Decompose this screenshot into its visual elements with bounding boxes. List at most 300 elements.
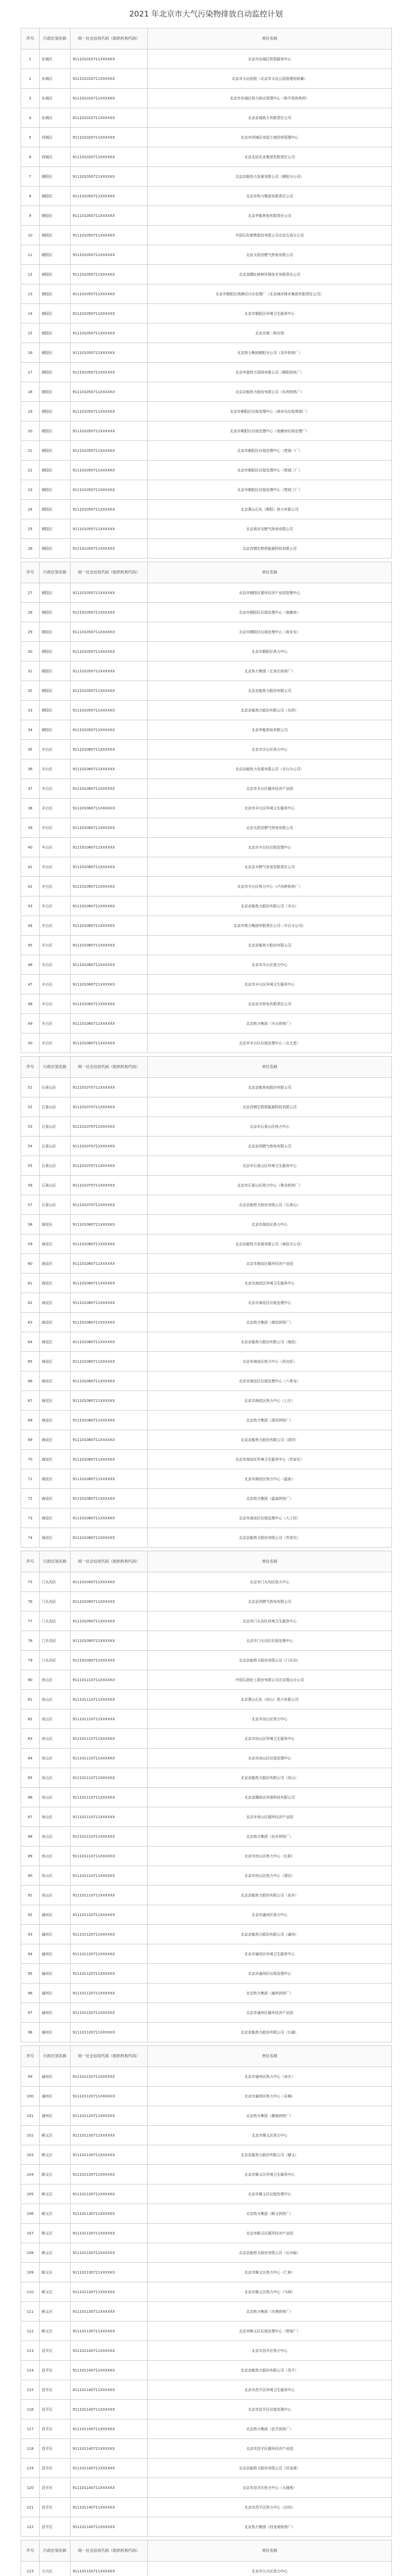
row-number: 46 [21,955,40,975]
table-row [21,2145,392,2165]
row-credit-code: 911101070711XXXXXX [71,1156,148,1176]
row-number: 9 [21,206,40,226]
table-row [21,284,392,304]
row-number: 37 [21,779,40,799]
row-unit-name: 北京市朝阳区垃圾处理中心（南磨房垃圾处理厂） [148,421,392,441]
table-header-row [21,2540,392,2562]
row-unit-name: 北京市石景山区热力中心 [148,1117,392,1137]
row-unit-name: 北京市通州区热力中心（永顺） [148,2087,392,2106]
row-number: 10 [21,226,40,245]
row-district: 丰台区 [40,779,71,799]
table-row [21,955,392,975]
row-credit-code: 911101130711XXXXXX [71,2204,148,2224]
row-unit-name: 北京市丰台区环境卫生服务中心 [148,975,392,994]
row-credit-code: 911101120711XXXXXX [71,2003,148,2023]
row-unit-name: 北京京能热力股份有限公司（良乡） [148,1886,392,1905]
row-credit-code: 911101140711XXXXXX [71,2517,148,2537]
row-district: 东城区 [40,49,71,69]
row-district: 通州区 [40,1984,71,2003]
row-unit-name: 北京市朝阳区垃圾处理中心（焚烧三厂） [148,480,392,500]
row-unit-name: 北京市丰台区热力中心（卢沟桥供热厂） [148,877,392,896]
table-row [21,759,392,779]
row-unit-name: 北京市石景山区热力中心（鲁谷供热厂） [148,1176,392,1195]
table-row [21,206,392,226]
table-row [21,1215,392,1234]
row-credit-code: 911101050711XXXXXX [71,187,148,206]
row-credit-code: 911101120711XXXXXX [71,2067,148,2087]
row-credit-code: 911101050711XXXXXX [71,382,148,402]
row-number: 75 [21,1572,40,1592]
row-credit-code: 911101130711XXXXXX [71,2302,148,2321]
row-unit-name: 北京高安屯燃气热电有限公司 [148,519,392,539]
row-unit-name: 北京市天坛医院（北京市天坛公园管理处附属） [148,69,392,89]
row-unit-name: 北京市朝阳区垃圾处理中心（焚烧一厂） [148,441,392,461]
row-credit-code: 911101080711XXXXXX [71,1509,148,1528]
row-unit-name: 北京热力集团（清河供热厂） [148,1411,392,1430]
row-unit-name: 北京市海淀区垃圾处理中心（六里屯） [148,1371,392,1391]
row-credit-code: 911101060711XXXXXX [71,896,148,916]
header-district: 行政区划名称 [40,1551,71,1572]
row-number: 110 [21,2282,40,2302]
row-number: 111 [21,2302,40,2321]
row-district: 顺义区 [40,2184,71,2204]
row-unit-name: 北京市海淀区热力中心（上庄） [148,1391,392,1411]
row-district: 朝阳区 [40,167,71,187]
row-unit-name: 北京市大兴区热力中心 [148,2562,392,2576]
table-row [21,1156,392,1176]
row-number: 64 [21,1332,40,1352]
row-number: 21 [21,441,40,461]
row-unit-name: 北京市通州区环境卫生服务中心 [148,1944,392,1964]
row-unit-name: 北京市海淀区热力中心（西北旺） [148,1352,392,1371]
row-credit-code: 911101130711XXXXXX [71,2165,148,2184]
row-district: 朝阳区 [40,441,71,461]
row-credit-code: 911101130711XXXXXX [71,2224,148,2243]
row-number: 81 [21,1690,40,1709]
row-number: 32 [21,681,40,701]
row-unit-name: 北京热力集团（温泉供热厂） [148,1489,392,1509]
table-row [21,1827,392,1846]
row-district: 朝阳区 [40,642,71,662]
row-number: 79 [21,1651,40,1670]
row-number: 62 [21,1293,40,1313]
row-number: 108 [21,2243,40,2263]
row-unit-name: 北京市海淀区垃圾处理中心（大工村） [148,1509,392,1528]
table-row [21,343,392,363]
table-row [21,1117,392,1137]
table-row [21,2106,392,2126]
row-credit-code: 911101020711XXXXXX [71,147,148,167]
header-district: 行政区划名称 [40,562,71,583]
row-number: 92 [21,1905,40,1925]
row-unit-name: 北京金隅红树林环保技术有限责任公司 [148,265,392,284]
row-district: 顺义区 [40,2126,71,2145]
table-row [21,1450,392,1469]
table-row [21,2321,392,2341]
table-row [21,662,392,681]
table-row [21,936,392,955]
row-district: 丰台区 [40,857,71,877]
row-number: 71 [21,1469,40,1489]
row-district: 朝阳区 [40,402,71,421]
table-row [21,128,392,147]
table-row [21,226,392,245]
row-unit-name: 北京市丰台区热力中心 [148,740,392,759]
row-credit-code: 911101110711XXXXXX [71,1768,148,1788]
row-unit-name: 北京市丰台区环境卫生服务中心 [148,799,392,818]
row-district: 门头沟区 [40,1631,71,1651]
row-district: 朝阳区 [40,519,71,539]
row-district: 丰台区 [40,1014,71,1033]
row-credit-code: 911101050711XXXXXX [71,662,148,681]
row-credit-code: 911101090711XXXXXX [71,1612,148,1631]
row-number: 109 [21,2263,40,2282]
row-number: 114 [21,2361,40,2380]
table-row [21,1886,392,1905]
row-district: 房山区 [40,1709,71,1729]
header-name: 单位名称 [148,2540,392,2562]
row-unit-name: 北京市海淀区热力中心 [148,1215,392,1234]
row-number: 43 [21,896,40,916]
row-number: 13 [21,284,40,304]
row-number: 20 [21,421,40,441]
row-district: 朝阳区 [40,480,71,500]
table-row [21,2400,392,2419]
row-number: 94 [21,1944,40,1964]
row-credit-code: 911101140711XXXXXX [71,2459,148,2478]
row-unit-name: 北京京能热力股份有限公司（门头沟） [148,1651,392,1670]
row-number: 119 [21,2459,40,2478]
row-unit-name: 北京市房山区热力中心（窦店） [148,1866,392,1886]
row-number: 123 [21,2562,40,2576]
row-unit-name: 北京市顺义区垃圾处理中心（焚烧厂） [148,2321,392,2341]
row-district: 顺义区 [40,2204,71,2224]
row-number: 77 [21,1612,40,1631]
row-unit-name: 北京市通州区热力中心（宋庄） [148,2067,392,2087]
table-row [21,1332,392,1352]
row-unit-name: 北京市门头沟区热力中心 [148,1572,392,1592]
row-district: 房山区 [40,1788,71,1807]
table-row [21,2224,392,2243]
row-credit-code: 911101120711XXXXXX [71,1905,148,1925]
row-credit-code: 911101120711XXXXXX [71,2106,148,2126]
header-no: 序号 [21,562,40,583]
row-number: 19 [21,402,40,421]
row-credit-code: 911101050711XXXXXX [71,343,148,363]
header-no: 序号 [21,2046,40,2067]
row-unit-name: 北京热力集团（丰台供热厂） [148,1014,392,1033]
row-district: 顺义区 [40,2263,71,2282]
row-credit-code: 911101020711XXXXXX [71,128,148,147]
row-unit-name: 北京市门头沟区环境卫生服务中心 [148,1612,392,1631]
row-number: 84 [21,1749,40,1768]
row-district: 房山区 [40,1749,71,1768]
row-unit-name: 北京市房山区热力中心 [148,1709,392,1729]
header-district: 行政区划名称 [40,2540,71,2562]
row-district: 昌平区 [40,2459,71,2478]
row-credit-code: 911101140711XXXXXX [71,2400,148,2419]
header-name: 单位名称 [148,28,392,49]
row-unit-name: 北京市热力集团有限责任公司 [148,187,392,206]
row-unit-name: 北京市房山区垃圾处理中心 [148,1749,392,1768]
table-row [21,187,392,206]
table-row [21,519,392,539]
row-district: 门头沟区 [40,1612,71,1631]
table-row [21,1846,392,1866]
row-credit-code: 911101050711XXXXXX [71,245,148,265]
row-credit-code: 911101080711XXXXXX [71,1411,148,1430]
row-unit-name: 北京京丰燃气发电有限责任公司 [148,857,392,877]
row-credit-code: 911101070711XXXXXX [71,1117,148,1137]
row-number: 44 [21,916,40,936]
row-unit-name: 北京市海淀区垃圾处理中心 [148,1293,392,1313]
row-credit-code: 911101060711XXXXXX [71,994,148,1014]
row-district: 丰台区 [40,1033,71,1053]
row-number: 55 [21,1156,40,1176]
table-row [21,1352,392,1371]
row-unit-name: 北京市热力集团有限责任公司（丰台分公司） [148,916,392,936]
row-unit-name: 北京热力集团（回龙观供热厂） [148,2517,392,2537]
row-unit-name: 北京市朝阳区垃圾处理中心（南磨房） [148,603,392,622]
row-number: 31 [21,662,40,681]
row-district: 石景山区 [40,1078,71,1097]
row-number: 68 [21,1411,40,1430]
table-row [21,2243,392,2263]
table-row [21,1033,392,1053]
row-unit-name: 北京市通州区垃圾处理中心 [148,1964,392,1984]
row-district: 房山区 [40,1827,71,1846]
table-row [21,1984,392,2003]
row-credit-code: 911101010711XXXXXX [71,89,148,108]
row-number: 59 [21,1234,40,1254]
row-district: 顺义区 [40,2224,71,2243]
table-row [21,1944,392,1964]
monitoring-table [21,28,392,558]
row-unit-name: 中国石油化工股份有限公司北京燕山分公司 [148,1670,392,1690]
row-credit-code: 911101050711XXXXXX [71,701,148,720]
row-credit-code: 911101080711XXXXXX [71,1391,148,1411]
row-credit-code: 911101010711XXXXXX [71,49,148,69]
row-number: 107 [21,2224,40,2243]
monitoring-table [21,562,392,1053]
row-unit-name: 北京京能热力股份有限公司（通州） [148,1925,392,1944]
row-number: 50 [21,1033,40,1053]
row-credit-code: 911101110711XXXXXX [71,1670,148,1690]
row-district: 石景山区 [40,1137,71,1156]
row-unit-name: 北京太阳宫燃气热电有限公司 [148,245,392,265]
row-credit-code: 911101110711XXXXXX [71,1827,148,1846]
row-unit-name: 北京市昌平区循环经济产业园 [148,2439,392,2459]
row-credit-code: 911101080711XXXXXX [71,1469,148,1489]
row-district: 朝阳区 [40,720,71,740]
table-row [21,2023,392,2042]
table-row [21,1195,392,1215]
row-number: 6 [21,147,40,167]
row-number: 2 [21,69,40,89]
row-number: 58 [21,1215,40,1234]
table-header-row [21,28,392,49]
row-credit-code: 911101130711XXXXXX [71,2282,148,2302]
row-credit-code: 911101110711XXXXXX [71,1886,148,1905]
row-credit-code: 911101060711XXXXXX [71,975,148,994]
row-number: 93 [21,1925,40,1944]
row-district: 丰台区 [40,936,71,955]
row-district: 朝阳区 [40,265,71,284]
table-row [21,1729,392,1749]
row-district: 海淀区 [40,1450,71,1469]
row-credit-code: 911101140711XXXXXX [71,2419,148,2439]
table-row [21,583,392,603]
row-credit-code: 911101090711XXXXXX [71,1651,148,1670]
row-credit-code: 911101050711XXXXXX [71,284,148,304]
row-credit-code: 911101130711XXXXXX [71,2145,148,2165]
row-district: 丰台区 [40,896,71,916]
header-district: 行政区划名称 [40,28,71,49]
table-row [21,1690,392,1709]
row-unit-name: 北京市顺义区环境卫生服务中心 [148,2165,392,2184]
row-credit-code: 911101060711XXXXXX [71,857,148,877]
table-row [21,49,392,69]
table-row [21,877,392,896]
row-credit-code: 911101070711XXXXXX [71,1097,148,1117]
header-district: 行政区划名称 [40,2046,71,2067]
row-district: 海淀区 [40,1528,71,1548]
row-number: 116 [21,2400,40,2419]
row-number: 83 [21,1729,40,1749]
row-credit-code: 911101060711XXXXXX [71,955,148,975]
row-district: 海淀区 [40,1371,71,1391]
row-number: 30 [21,642,40,662]
row-credit-code: 911101140711XXXXXX [71,2478,148,2498]
table-row [21,701,392,720]
row-credit-code: 911101060711XXXXXX [71,936,148,955]
row-number: 86 [21,1788,40,1807]
header-no: 序号 [21,1057,40,1078]
table-row [21,994,392,1014]
row-district: 房山区 [40,1866,71,1886]
row-credit-code: 911101050711XXXXXX [71,539,148,558]
row-number: 115 [21,2380,40,2400]
row-number: 25 [21,519,40,539]
row-unit-name: 北京市门头沟区垃圾处理中心 [148,1631,392,1651]
row-credit-code: 911101080711XXXXXX [71,1371,148,1391]
table-row [21,838,392,857]
row-district: 西城区 [40,128,71,147]
table-row [21,2341,392,2361]
table-row [21,1509,392,1528]
row-district: 昌平区 [40,2478,71,2498]
table-row [21,108,392,128]
row-number: 47 [21,975,40,994]
table-row [21,1749,392,1768]
row-district: 朝阳区 [40,583,71,603]
row-credit-code: 911101050711XXXXXX [71,304,148,324]
row-credit-code: 911101130711XXXXXX [71,2243,148,2263]
row-number: 100 [21,2087,40,2106]
row-number: 60 [21,1254,40,1274]
row-number: 8 [21,187,40,206]
row-number: 56 [21,1176,40,1195]
row-number: 70 [21,1450,40,1469]
header-code: 统一社会信用代码（组织机构代码） [71,562,148,583]
row-credit-code: 911101140711XXXXXX [71,2380,148,2400]
row-number: 54 [21,1137,40,1156]
row-credit-code: 911101110711XXXXXX [71,1788,148,1807]
row-credit-code: 911101070711XXXXXX [71,1195,148,1215]
header-code: 统一社会信用代码（组织机构代码） [71,1551,148,1572]
table-row [21,2562,392,2576]
row-credit-code: 911101120711XXXXXX [71,1944,148,1964]
row-number: 48 [21,994,40,1014]
monitoring-table [21,1551,392,2042]
row-credit-code: 911101120711XXXXXX [71,1964,148,1984]
row-unit-name: 北京华能热电有限责任公司 [148,206,392,226]
row-credit-code: 911101120711XXXXXX [71,1984,148,2003]
row-credit-code: 911101050711XXXXXX [71,603,148,622]
row-district: 朝阳区 [40,304,71,324]
row-district: 顺义区 [40,2165,71,2184]
table-header-row [21,1551,392,1572]
row-district: 海淀区 [40,1411,71,1430]
row-unit-name: 北京京能热力股份有限公司（后沙峪） [148,2243,392,2263]
header-code: 统一社会信用代码（组织机构代码） [71,28,148,49]
row-credit-code: 911101050711XXXXXX [71,500,148,519]
table-row [21,2184,392,2204]
row-unit-name: 北京市顺义区垃圾处理中心 [148,2184,392,2204]
row-number: 69 [21,1430,40,1450]
table-row [21,2459,392,2478]
table-row [21,2498,392,2517]
row-credit-code: 911101050711XXXXXX [71,642,148,662]
row-district: 通州区 [40,1925,71,1944]
row-district: 朝阳区 [40,622,71,642]
row-credit-code: 911101060711XXXXXX [71,740,148,759]
row-credit-code: 911101120711XXXXXX [71,1925,148,1944]
row-credit-code: 911101090711XXXXXX [71,1631,148,1651]
row-number: 23 [21,480,40,500]
table-row [21,1097,392,1117]
row-unit-name: 北京市顺义区热力中心 [148,2126,392,2145]
table-row [21,441,392,461]
row-district: 海淀区 [40,1274,71,1293]
row-number: 106 [21,2204,40,2224]
table-row [21,304,392,324]
row-unit-name: 北京京能热力股份有限公司 [148,936,392,955]
row-number: 66 [21,1371,40,1391]
table-row [21,402,392,421]
row-district: 朝阳区 [40,461,71,480]
row-district: 昌平区 [40,2517,71,2537]
row-district: 房山区 [40,1807,71,1827]
row-number: 91 [21,1886,40,1905]
row-number: 65 [21,1352,40,1371]
row-number: 63 [21,1313,40,1332]
row-credit-code: 911101070711XXXXXX [71,1176,148,1195]
row-credit-code: 911101110711XXXXXX [71,1709,148,1729]
row-number: 112 [21,2321,40,2341]
row-district: 朝阳区 [40,701,71,720]
row-credit-code: 911101110711XXXXXX [71,1729,148,1749]
row-credit-code: 911101110711XXXXXX [71,1749,148,1768]
row-district: 通州区 [40,2087,71,2106]
row-unit-name: 北京市第二殡仪馆 [148,324,392,343]
row-unit-name: 北京市丰台区垃圾处理中心（北天堂） [148,1033,392,1053]
header-code: 统一社会信用代码（组织机构代码） [71,2540,148,2562]
row-credit-code: 911101090711XXXXXX [71,1572,148,1592]
table-row [21,1293,392,1313]
row-number: 16 [21,343,40,363]
row-credit-code: 911101080711XXXXXX [71,1313,148,1332]
